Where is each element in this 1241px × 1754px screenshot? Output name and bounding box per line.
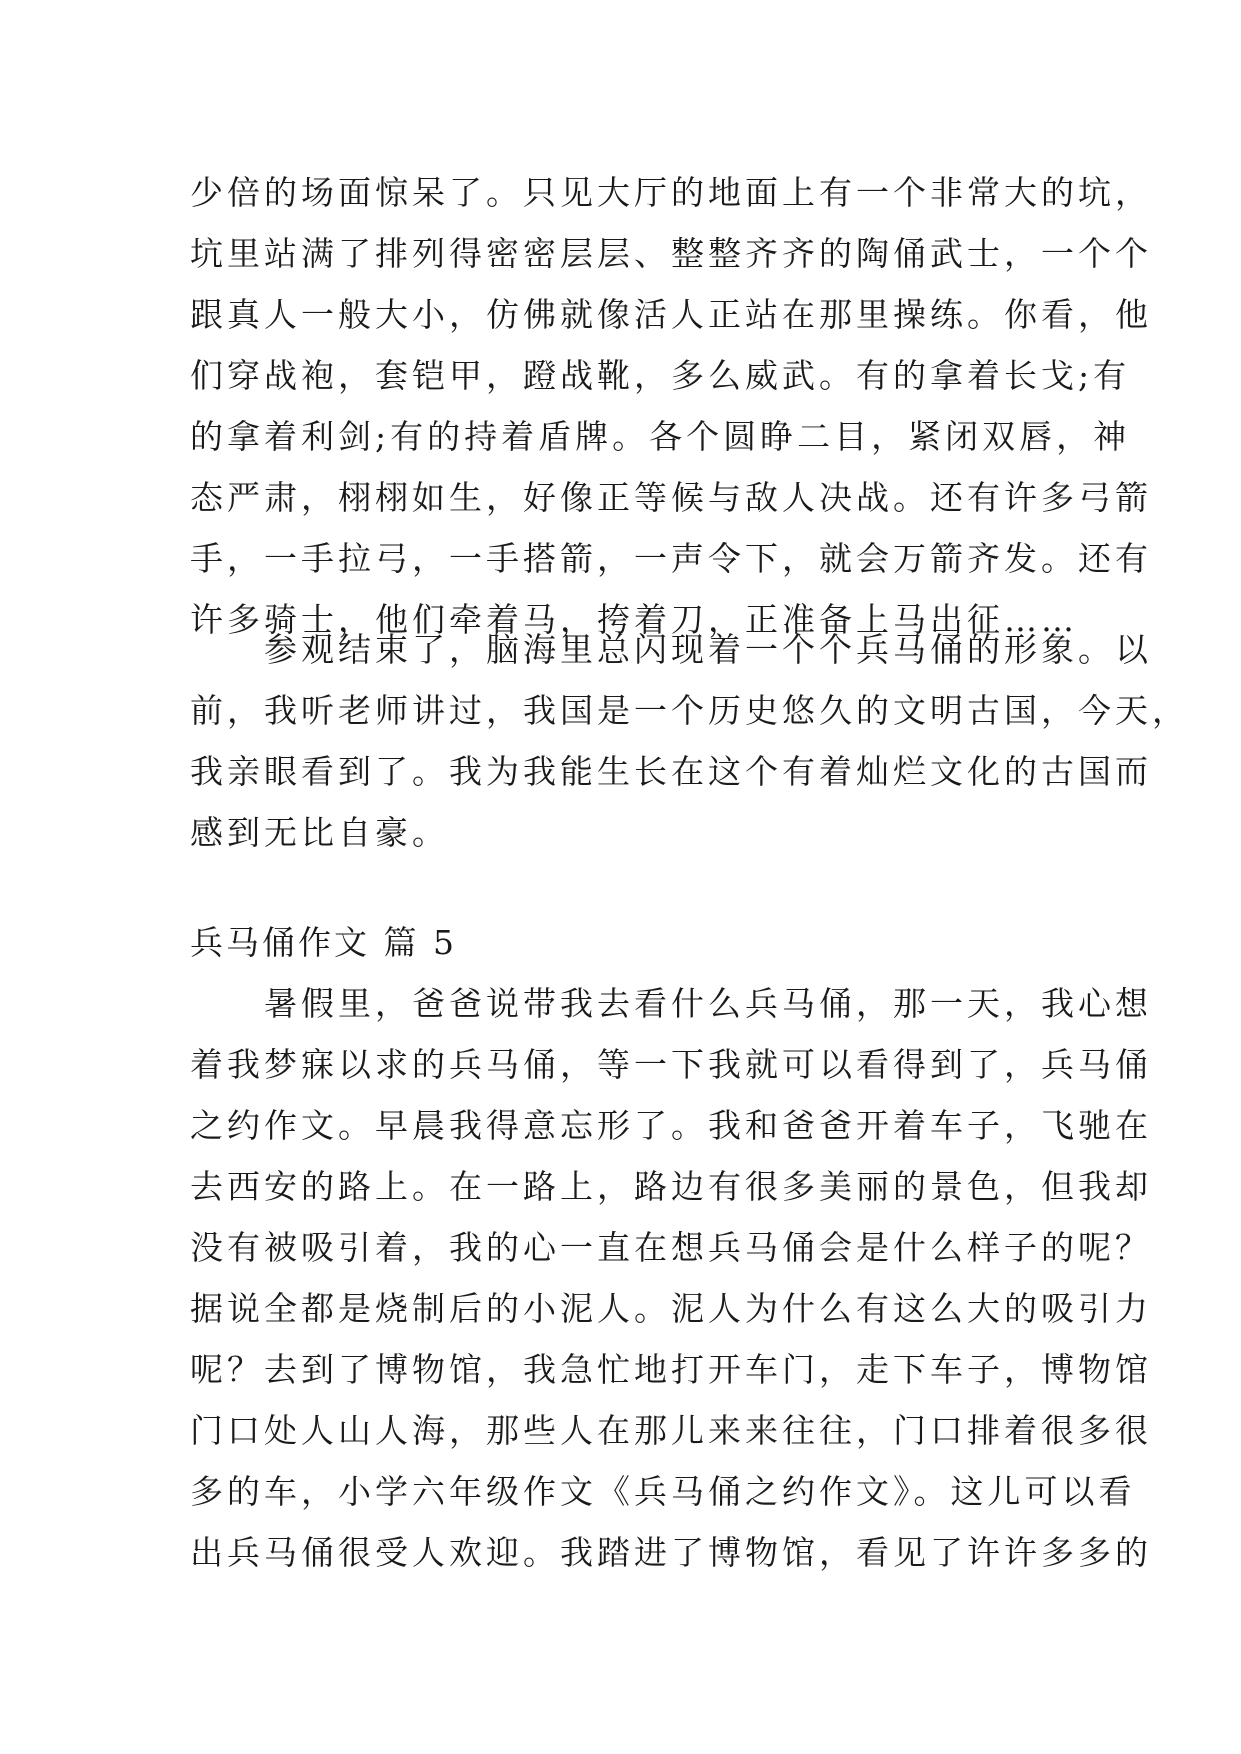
text-line: 跟真人一般大小，仿佛就像活人正站在那里操练。你看，他: [190, 295, 1152, 334]
text-line: 着我梦寐以求的兵马俑，等一下我就可以看得到了，兵马俑: [190, 1045, 1152, 1084]
paragraph-section-5: [190, 973, 1152, 1583]
section-heading: 兵马俑作文 篇 5: [190, 923, 457, 962]
text-line: 少倍的场面惊呆了。只见大厅的地面上有一个非常大的坑，: [190, 173, 1152, 212]
text-line: 感到无比自豪。: [190, 813, 449, 852]
text-line: 参观结束了，脑海里总闪现着一个个兵马俑的形象。以: [190, 630, 1152, 669]
text-line: 出兵马俑很受人欢迎。我踏进了博物馆，看见了许许多多的: [190, 1533, 1152, 1572]
text-line: 呢？去到了博物馆，我急忙地打开车门，走下车子，博物馆: [190, 1350, 1152, 1389]
text-line: 许多骑士，他们牵着马，挎着刀，正准备上马出征……: [190, 600, 1078, 639]
text-line: 我亲眼看到了。我为我能生长在这个有着灿烂文化的古国而: [190, 752, 1152, 791]
text-line: 门口处人山人海，那些人在那儿来来往往，门口排着很多很: [190, 1411, 1152, 1450]
text-line: 没有被吸引着，我的心一直在想兵马俑会是什么样子的呢？: [190, 1228, 1152, 1267]
text-line: 之约作文。早晨我得意忘形了。我和爸爸开着车子，飞驰在: [190, 1106, 1152, 1145]
text-line: 的拿着利剑;有的持着盾牌。各个圆睁二目，紧闭双唇，神: [190, 417, 1131, 456]
text-line: 暑假里，爸爸说带我去看什么兵马俑，那一天，我心想: [190, 984, 1152, 1023]
text-line: 坑里站满了排列得密密层层、整整齐齐的陶俑武士，一个个: [190, 234, 1152, 273]
text-line: 手，一手拉弓，一手搭箭，一声令下，就会万箭齐发。还有: [190, 539, 1152, 578]
text-line: 态严肃，栩栩如生，好像正等候与敌人决战。还有许多弓箭: [190, 478, 1152, 517]
paragraph-conclusion: [190, 619, 1189, 863]
text-line: 们穿战袍，套铠甲，蹬战靴，多么威武。有的拿着长戈;有: [190, 356, 1131, 395]
text-line: 据说全都是烧制后的小泥人。泥人为什么有这么大的吸引力: [190, 1289, 1152, 1328]
text-line: 前，我听老师讲过，我国是一个历史悠久的文明古国，今天，: [190, 691, 1189, 730]
text-line: 去西安的路上。在一路上，路边有很多美丽的景色，但我却: [190, 1167, 1152, 1206]
text-line: 多的车，小学六年级作文《兵马俑之约作文》。这儿可以看: [190, 1472, 1136, 1511]
